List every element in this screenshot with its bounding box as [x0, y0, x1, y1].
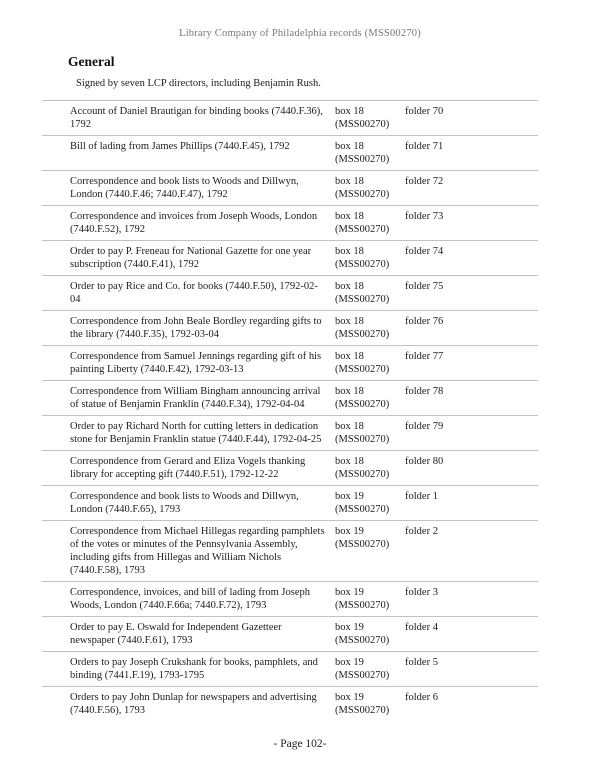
row-collection-id: (MSS00270): [335, 670, 390, 681]
row-description: Correspondence, invoices, and bill of lading from Joseph Woods, London (7440.F.66a; 7440.F.72), 1793: [70, 587, 310, 611]
row-collection-id: (MSS00270): [335, 399, 390, 410]
row-box-number: box 18: [335, 456, 364, 467]
row-description: Orders to pay John Dunlap for newspapers and advertising (7440.F.56), 1793: [70, 692, 317, 716]
row-description: Account of Daniel Brautigan for binding books (7440.F.36), 1792: [70, 106, 323, 130]
row-collection-id: (MSS00270): [335, 539, 390, 550]
row-description: Orders to pay Joseph Crukshank for books, pamphlets, and binding (7441.F.19), 1793-1795: [70, 657, 318, 681]
row-indent: [42, 245, 70, 271]
table-row: [42, 240, 538, 275]
row-box-cell: [335, 420, 405, 446]
row-box-number: box 19: [335, 692, 364, 703]
table-row: [42, 686, 538, 721]
row-description: Correspondence and book lists to Woods and Dillwyn, London (7440.F.65), 1793: [70, 491, 299, 515]
row-box-number: box 18: [335, 386, 364, 397]
row-indent: [42, 350, 70, 376]
row-description: Correspondence from Gerard and Eliza Vogels thanking library for accepting gift (7440.F.51), 1792-12-22: [70, 456, 306, 480]
table-row: [42, 415, 538, 450]
row-box-cell: [335, 350, 405, 376]
row-indent: [42, 175, 70, 201]
row-description: Correspondence and invoices from Joseph Woods, London (7440.F.52), 1792: [70, 211, 318, 235]
row-box-cell: [335, 656, 405, 682]
table-row: [42, 651, 538, 686]
row-folder: folder 78: [405, 386, 444, 397]
table-row: [42, 275, 538, 310]
row-collection-id: (MSS00270): [335, 154, 390, 165]
table-row: [42, 170, 538, 205]
row-indent: [42, 105, 70, 131]
row-collection-id: (MSS00270): [335, 504, 390, 515]
row-collection-id: (MSS00270): [335, 705, 390, 716]
running-header: Library Company of Philadelphia records (MSS00270): [179, 28, 421, 39]
row-folder: folder 3: [405, 587, 438, 598]
row-box-number: box 18: [335, 316, 364, 327]
row-folder: folder 2: [405, 526, 438, 537]
table-row: [42, 135, 538, 170]
row-indent: [42, 210, 70, 236]
row-folder: folder 5: [405, 657, 438, 668]
table-row: [42, 310, 538, 345]
row-folder: folder 77: [405, 351, 444, 362]
row-description: Correspondence from Samuel Jennings regarding gift of his painting Liberty (7440.F.42), 1792-03-13: [70, 351, 322, 375]
row-box-number: box 18: [335, 421, 364, 432]
row-box-number: box 18: [335, 141, 364, 152]
row-indent: [42, 140, 70, 166]
row-folder: folder 75: [405, 281, 444, 292]
table-row: [42, 380, 538, 415]
row-folder: folder 4: [405, 622, 438, 633]
row-box-number: box 19: [335, 622, 364, 633]
row-collection-id: (MSS00270): [335, 469, 390, 480]
row-box-number: box 19: [335, 491, 364, 502]
row-description: Correspondence from John Beale Bordley regarding gifts to the library (7440.F.35), 1792-03-04: [70, 316, 322, 340]
row-box-cell: [335, 280, 405, 306]
row-box-cell: [335, 525, 405, 577]
row-description: Bill of lading from James Phillips (7440.F.45), 1792: [70, 141, 290, 152]
row-collection-id: (MSS00270): [335, 119, 390, 130]
row-folder: folder 79: [405, 421, 444, 432]
row-box-cell: [335, 621, 405, 647]
table-row: [42, 581, 538, 616]
table-row: [42, 100, 538, 135]
row-collection-id: (MSS00270): [335, 364, 390, 375]
section-note: Signed by seven LCP directors, including Benjamin Rush.: [76, 78, 321, 89]
row-folder: folder 76: [405, 316, 444, 327]
row-description: Order to pay P. Freneau for National Gazette for one year subscription (7440.F.41), 1792: [70, 246, 312, 270]
row-folder: folder 6: [405, 692, 438, 703]
row-collection-id: (MSS00270): [335, 259, 390, 270]
row-box-cell: [335, 385, 405, 411]
row-collection-id: (MSS00270): [335, 224, 390, 235]
row-box-cell: [335, 175, 405, 201]
table-row: [42, 616, 538, 651]
archive-table: [42, 100, 538, 721]
row-box-number: box 18: [335, 211, 364, 222]
row-indent: [42, 420, 70, 446]
row-folder: folder 80: [405, 456, 444, 467]
row-box-cell: [335, 105, 405, 131]
page-number: - Page 102-: [273, 738, 327, 750]
row-box-number: box 18: [335, 106, 364, 117]
row-box-number: box 18: [335, 176, 364, 187]
row-folder: folder 1: [405, 491, 438, 502]
row-box-number: box 19: [335, 526, 364, 537]
row-indent: [42, 621, 70, 647]
row-indent: [42, 525, 70, 577]
row-indent: [42, 656, 70, 682]
row-box-cell: [335, 245, 405, 271]
row-description: Order to pay Richard North for cutting letters in dedication stone for Benjamin Franklin statue (7440.F.44), 1792-04-25: [70, 421, 322, 445]
table-row: [42, 520, 538, 581]
row-indent: [42, 315, 70, 341]
row-box-cell: [335, 455, 405, 481]
row-folder: folder 70: [405, 106, 444, 117]
row-box-cell: [335, 140, 405, 166]
row-box-number: box 18: [335, 351, 364, 362]
table-row: [42, 205, 538, 240]
row-collection-id: (MSS00270): [335, 635, 390, 646]
row-indent: [42, 385, 70, 411]
row-box-number: box 18: [335, 281, 364, 292]
row-collection-id: (MSS00270): [335, 329, 390, 340]
row-indent: [42, 280, 70, 306]
row-folder: folder 72: [405, 176, 444, 187]
row-description: Order to pay Rice and Co. for books (7440.F.50), 1792-02-04: [70, 281, 318, 305]
row-folder: folder 74: [405, 246, 444, 257]
row-box-number: box 19: [335, 657, 364, 668]
row-collection-id: (MSS00270): [335, 434, 390, 445]
section-heading: General: [68, 54, 115, 69]
row-description: Correspondence from Michael Hillegas regarding pamphlets of the votes or minutes of the Pennsylvania Assembly, including gifts from Hillegas and William Nichols (7440.F.58), 1793: [70, 526, 325, 576]
row-indent: [42, 586, 70, 612]
table-row: [42, 485, 538, 520]
table-row: [42, 345, 538, 380]
row-description: Correspondence and book lists to Woods and Dillwyn, London (7440.F.46; 7440.F.47), 1792: [70, 176, 299, 200]
row-indent: [42, 691, 70, 717]
row-box-cell: [335, 490, 405, 516]
row-box-number: box 19: [335, 587, 364, 598]
row-box-number: box 18: [335, 246, 364, 257]
row-box-cell: [335, 315, 405, 341]
row-description: Correspondence from William Bingham announcing arrival of statue of Benjamin Franklin (7440.F.34), 1792-04-04: [70, 386, 321, 410]
row-indent: [42, 455, 70, 481]
row-box-cell: [335, 691, 405, 717]
row-description: Order to pay E. Oswald for Independent Gazetteer newspaper (7440.F.61), 1793: [70, 622, 282, 646]
row-folder: folder 73: [405, 211, 444, 222]
table-row: [42, 450, 538, 485]
row-collection-id: (MSS00270): [335, 189, 390, 200]
row-folder: folder 71: [405, 141, 444, 152]
row-collection-id: (MSS00270): [335, 600, 390, 611]
row-collection-id: (MSS00270): [335, 294, 390, 305]
row-indent: [42, 490, 70, 516]
row-box-cell: [335, 586, 405, 612]
row-box-cell: [335, 210, 405, 236]
